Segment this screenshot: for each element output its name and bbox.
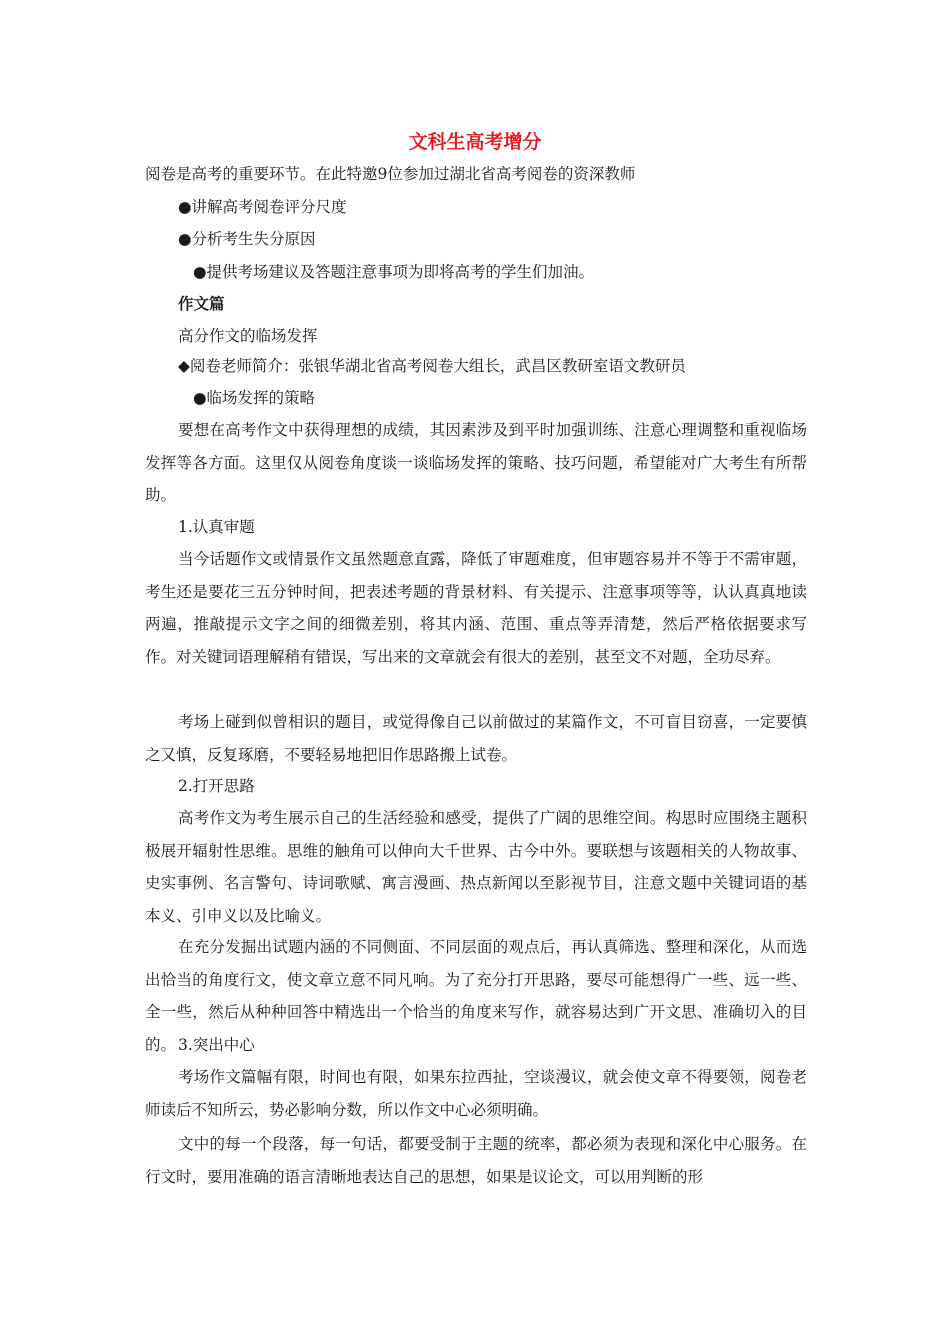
bullet-item: ●讲解高考阅卷评分尺度	[178, 198, 347, 216]
paragraph: 高考作文为考生展示自己的生活经验和感受，提供了广阔的思维空间。构思时应围绕主题积极展开辐射性思维。思维的触角可以伸向大千世界、古今中外。要联想与该题相关的人物故事、史实事例、名言警句、诗词歌赋、寓言漫画、热点新闻以至影视节目，注意文题中关键词语的基本义、引申义以及比喻义。	[145, 809, 807, 925]
subsection-heading: 3.突出中心	[178, 1036, 255, 1054]
paragraph: 当今话题作文或情景作文虽然题意直露，降低了审题难度，但审题容易并不等于不需审题，考生还是要花三五分钟时间，把表述考题的背景材料、有关提示、注意事项等等，认认真真地读两遍，推敲提示文字之间的细微差别，将其内涵、范围、重点等弄清楚，然后严格依据要求写作。对关键词语理解稍有错误，写出来的文章就会有很大的差别，甚至文不对题，全功尽弃。	[145, 550, 807, 666]
subsection-heading: 2.打开思路	[178, 777, 255, 795]
paragraph: 文中的每一个段落，每一句话，都要受制于主题的统率，都必须为表现和深化中心服务。在行文时，要用准确的语言清晰地表达自己的思想，如果是议论文，可以用判断的形	[145, 1135, 807, 1186]
paragraph: 考场上碰到似曾相识的题目，或觉得像自己以前做过的某篇作文，不可盲目窃喜，一定要慎之又慎，反复琢磨，不要轻易地把旧作思路搬上试卷。	[145, 713, 807, 764]
bullet-item: ●提供考场建议及答题注意事项为即将高考的学生们加油。	[193, 263, 595, 281]
teacher-intro: ◆阅卷老师简介：张银华湖北省高考阅卷大组长，武昌区教研室语文教研员	[178, 357, 686, 375]
subtitle: 高分作文的临场发挥	[178, 327, 318, 345]
bullet-item: ●分析考生失分原因	[178, 230, 316, 248]
strategy-heading: ●临场发挥的策略	[193, 389, 316, 407]
subsection-heading: 1.认真审题	[178, 518, 255, 536]
document-title: 文科生高考增分	[408, 131, 542, 153]
section-title: 作文篇	[178, 294, 225, 313]
paragraph: 考场作文篇幅有限，时间也有限，如果东拉西扯，空谈漫议，就会使文章不得要领，阅卷老师读后不知所云，势必影响分数，所以作文中心必须明确。	[145, 1068, 807, 1119]
intro-line: 阅卷是高考的重要环节。在此特邀9位参加过湖北省高考阅卷的资深教师	[145, 165, 636, 183]
paragraph: 要想在高考作文中获得理想的成绩，其因素涉及到平时加强训练、注意心理调整和重视临场发挥等各方面。这里仅从阅卷角度谈一谈临场发挥的策略、技巧问题，希望能对广大考生有所帮助。	[145, 421, 807, 505]
paragraph: 在充分发掘出试题内涵的不同侧面、不同层面的观点后，再认真筛选、整理和深化，从而选出恰当的角度行文，使文章立意不同凡响。为了充分打开思路，要尽可能想得广一些、远一些、全一些，然后从种种回答中精选出一个恰当的角度来写作，就容易达到广开文思、准确切入的目的。	[145, 938, 807, 1054]
